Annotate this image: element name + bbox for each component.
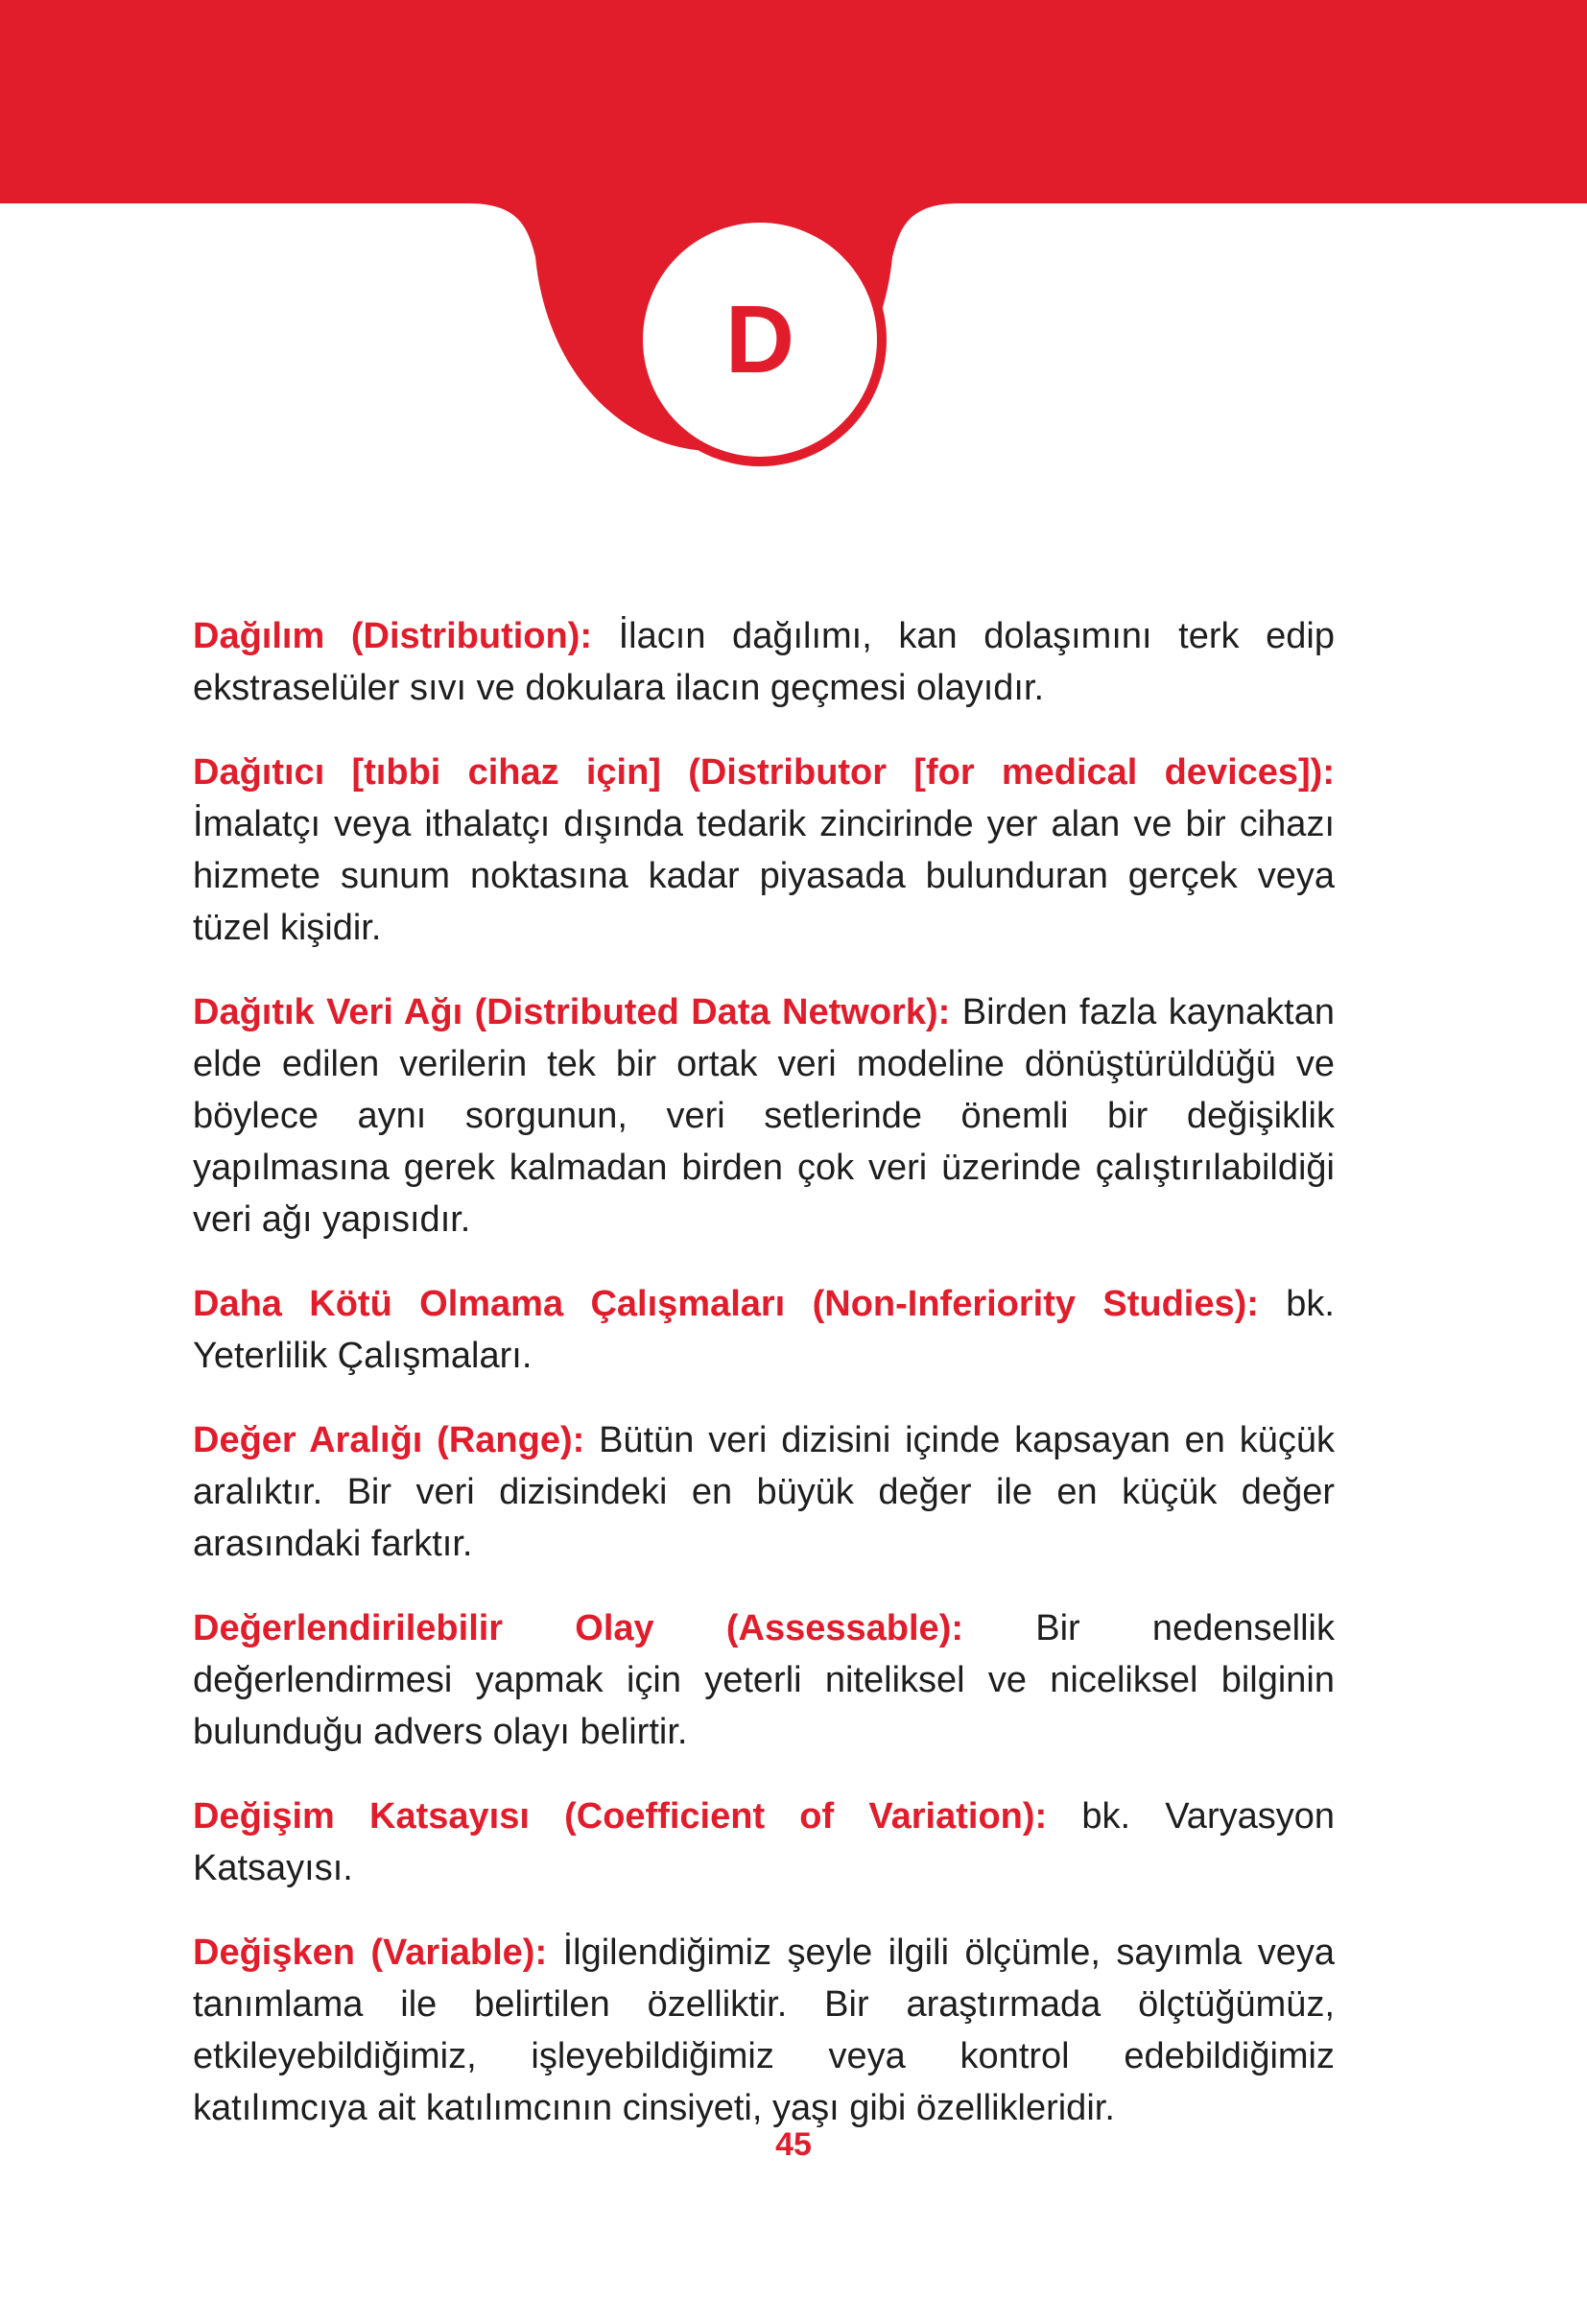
entry-definition: Bütün veri dizisini içinde kapsayan en küçük aralıktır. Bir veri dizisindeki en büyük değer ile en küçük değer arasındaki farktır. [193,1420,1335,1564]
entry-term: Değerlendirilebilir Olay (Assessable): [193,1608,963,1648]
glossary-entry [193,1602,1335,1758]
entry-definition: İmalatçı veya ithalatçı dışında tedarik zincirinde yer alan ve bir cihazı hizmete sunum noktasına kadar piyasada bulunduran gerçek veya tüzel kişidir. [193,804,1335,948]
entry-definition: Bir nedensellik değerlendirmesi yapmak için yeterli niteliksel ve niceliksel bilginin bulunduğu advers olayı belirtir. [193,1608,1335,1752]
glossary-entry [193,1414,1335,1570]
entry-definition: İlacın dağılımı, kan dolaşımını terk edip ekstraselüler sıvı ve dokulara ilacın geçmesi olayıdır. [193,616,1335,708]
glossary-entry [193,610,1335,714]
entry-term: Daha Kötü Olmama Çalışmaları (Non-Inferiority Studies): [193,1284,1259,1324]
entry-term: Değer Aralığı (Range): [193,1420,585,1460]
glossary-entry [193,747,1335,954]
glossary-entry [193,1790,1335,1894]
glossary-entry [193,1278,1335,1382]
chapter-header [0,0,1587,480]
entry-term: Değişken (Variable): [193,1933,548,1973]
entry-definition: bk. Yeterlilik Çalışmaları. [193,1284,1335,1376]
glossary-content [193,610,1335,2167]
glossary-entry [193,986,1335,1245]
chapter-header-shape [0,0,1587,480]
chapter-letter: D [724,286,795,393]
entry-term: Dağılım (Distribution): [193,616,593,656]
page-number: 45 [775,2126,812,2163]
entry-definition: İlgilendiğimiz şeyle ilgili ölçümle, sayımla veya tanımlama ile belirtilen özelliktir. Bir araştırmada ölçtüğümüz, etkileyebildiğimiz, işleyebildiğimiz veya kontrol edebildiğimiz katılımcıya ait katılımcının cinsiyeti, yaşı gibi özellikleridir. [193,1933,1335,2128]
entry-definition: bk. Varyasyon Katsayısı. [193,1796,1335,1888]
glossary-entry [193,1927,1335,2134]
entry-term: Dağıtık Veri Ağı (Distributed Data Network): [193,992,951,1032]
entry-term: Dağıtıcı [tıbbi cihaz için] (Distributor [for medical devices]): [193,752,1335,793]
entry-term: Değişim Katsayısı (Coefficient of Variation): [193,1796,1048,1837]
entry-definition: Birden fazla kaynaktan elde edilen verilerin tek bir ortak veri modeline dönüştürüldüğü ve böylece aynı sorgunun, veri setlerinde önemli bir değişiklik yapılmasına gerek kalmadan birden çok veri üzerinde çalıştırılabildiği veri ağı yapısıdır. [193,992,1335,1240]
